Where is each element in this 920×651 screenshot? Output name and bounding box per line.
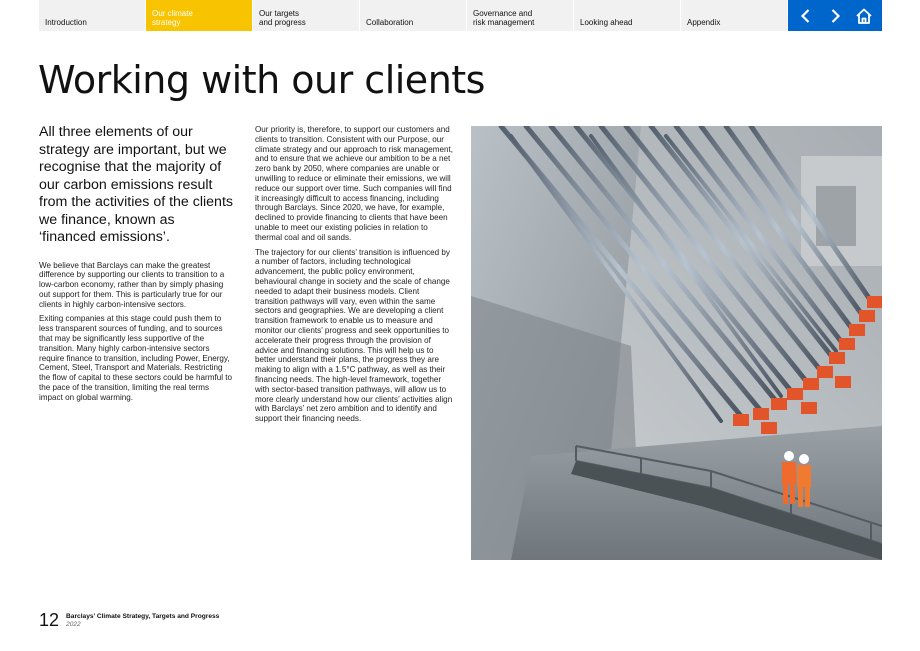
chevron-left-icon	[797, 7, 815, 25]
home-icon	[855, 7, 873, 25]
photo-illustration	[471, 126, 882, 560]
tab-collaboration[interactable]	[360, 0, 467, 31]
tab-label: Collaboration	[366, 18, 414, 27]
page-footer	[39, 610, 219, 631]
tab-appendix[interactable]	[681, 0, 788, 31]
body-paragraph: We believe that Barclays can make the greatest difference by supporting our clients to transition to a low-carbon economy, rather than by simply phasing out support for them. This is particularly true for our clients in highly carbon-intensive sectors.	[39, 260, 225, 309]
tab-label: Looking ahead	[580, 18, 633, 27]
tab-label: Governance and risk management	[473, 9, 535, 27]
tab-label: Our climate strategy	[152, 9, 193, 27]
photo-cable-anchor-chamber	[471, 126, 882, 560]
next-page-button[interactable]	[824, 5, 846, 27]
tab-introduction[interactable]	[39, 0, 146, 31]
tab-label: Introduction	[45, 18, 87, 27]
middle-column	[255, 125, 453, 429]
nav-controls	[788, 0, 882, 31]
body-paragraph: Our priority is, therefore, to support our customers and clients to transition. Consistent with our Purpose, our climate strategy and our approach to risk management, and to ensure that we achieve our ambition to be a net zero bank by 2050, where companies are unable or unwilling to reduce or eliminate their emissions, we will reduce our support over time. Such companies will find it increasingly difficult to access financing, including through Barclays. Since 2020, we have, for example, declined to provide financing to clients that have been unable to meet our existing policies in relation to thermal coal and oil sands.	[255, 125, 453, 242]
body-paragraph: Exiting companies at this stage could push them to less transparent sources of funding, and to sources that may be significantly less supportive of the transition. Many highly carbon-intensive sectors require finance to transition, including Power, Energy, Cement, Steel, Transport and Materials. Restricting the flow of capital to these sectors could be harmful to the pace of the transition, limiting the real terms impact on global warming.	[39, 314, 233, 402]
footer-text	[66, 613, 219, 629]
left-column	[39, 124, 234, 408]
page-title: Working with our clients	[38, 58, 485, 102]
body-paragraph: The trajectory for our clients’ transition is influenced by a number of factors, including technological advancement, the public policy environment, behavioural change in society and the scale of change needed to adapt their business models. Client transition pathways will vary, even within the same sectors and geographies. We are developing a client transition framework to enable us to measure and monitor our clients’ progress and seek opportunities to accelerate their progress through the provision of advice and financing solutions. This will help us to better understand their plans, the progress they are making to align with a 1.5°C pathway, as well as their financing needs. The high-level framework, together with sector-based transition pathways, will allow us to more clearly understand how our clients’ activities align with Barclays’ net zero ambition and to identify and support their financing needs.	[255, 247, 453, 424]
top-navigation	[39, 0, 882, 31]
tab-looking-ahead[interactable]	[574, 0, 681, 31]
document-title: Barclays’ Climate Strategy, Targets and Progress	[66, 612, 220, 620]
home-button[interactable]	[853, 5, 875, 27]
tab-label: Appendix	[687, 18, 721, 27]
page-number: 12	[39, 610, 60, 630]
tab-our-climate-strategy[interactable]	[146, 0, 253, 31]
tab-governance-and-risk-management[interactable]	[467, 0, 574, 31]
lead-paragraph: All three elements of our strategy are important, but we recognise that the majority of our carbon emissions result from the activities of the clients we finance, known as ‘financed emissions’.	[39, 124, 233, 245]
tab-our-targets-and-progress[interactable]	[253, 0, 360, 31]
document-year: 2022	[66, 620, 81, 628]
chevron-right-icon	[826, 7, 844, 25]
previous-page-button[interactable]	[795, 5, 817, 27]
tab-label: Our targets and progress	[259, 9, 306, 27]
